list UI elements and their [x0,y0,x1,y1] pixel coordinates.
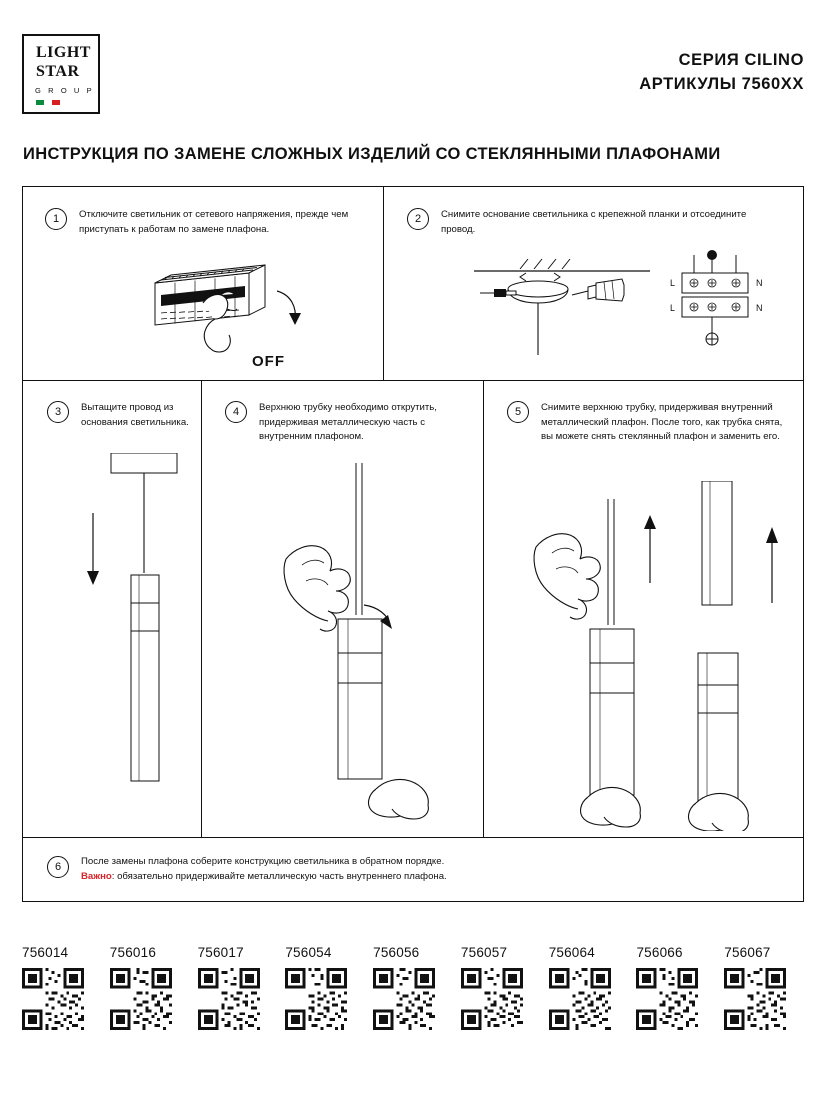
step-text-3: Вытащите провод из основания светильника. [81,402,189,428]
step-panel-4 [202,381,483,837]
step-panel-1 [23,187,383,380]
illustration-tube-separated [680,481,820,831]
illustration-remove-tube-hold [532,499,692,829]
italy-flag-icon [36,100,60,105]
qr-item [285,945,373,1030]
qr-code-icon[interactable] [22,968,84,1030]
qr-label: 756057 [460,945,508,960]
step-text-6-main: После замены плафона соберите конструкцию светильника в обратном порядке. [81,856,445,867]
step-badge-4: 4 [225,401,247,423]
svg-text:L: L [670,303,676,313]
qr-item [198,945,286,1030]
qr-label: 756056 [373,945,420,960]
qr-item [373,945,461,1030]
step-badge-6: 6 [47,856,69,878]
logo-line-light: LIGHT [36,44,91,61]
illustration-terminal-block [660,249,780,367]
qr-code-icon[interactable] [549,968,611,1030]
qr-code-icon[interactable] [636,968,698,1030]
logo-line-group: G R O U P [35,86,95,95]
illustration-unscrew-tube [280,463,460,823]
step-text-2: Снимите основание светильника с крепежной планки и отсоедините провод. [441,209,747,235]
illustration-base-removal [472,255,657,365]
illustration-pull-wire [71,453,201,833]
step-badge-5: 5 [507,401,529,423]
qr-code-row [22,945,812,1030]
step-badge-1: 1 [45,208,67,230]
important-label: Важно [81,870,112,882]
svg-text:N: N [756,278,763,288]
page-title: ИНСТРУКЦИЯ ПО ЗАМЕНЕ СЛОЖНЫХ ИЗДЕЛИЙ СО СТЕКЛЯННЫМИ ПЛАФОНАМИ [23,145,721,163]
qr-code-icon[interactable] [461,968,523,1030]
step-panel-2 [384,187,803,380]
svg-text:L: L [670,278,676,288]
qr-item [636,945,724,1030]
step-panel-3 [23,381,201,837]
svg-text:N: N [756,303,763,313]
qr-item [461,945,549,1030]
qr-code-icon[interactable] [110,968,172,1030]
document-header [22,34,804,120]
step-panel-6 [23,838,803,902]
step-panel-5 [484,381,803,837]
qr-label: 756017 [197,945,244,960]
qr-code-icon[interactable] [724,968,786,1030]
qr-label: 756067 [724,945,771,960]
qr-label: 756066 [636,945,683,960]
header-titles [639,48,804,96]
qr-code-icon[interactable] [198,968,260,1030]
qr-label: 756054 [285,945,332,960]
qr-item [110,945,198,1030]
qr-item [22,945,110,1030]
step-text-5: Снимите верхнюю трубку, придерживая внутренний металлический плафон. После того, как трубка снята, вы можете снять стеклянный плафон и заменить его. [541,402,783,443]
qr-item [724,945,812,1030]
logo-line-star: STAR [36,63,80,80]
series-label: СЕРИЯ CILINO [678,51,804,69]
off-label: OFF [252,353,285,370]
steps-frame [22,186,804,902]
qr-label: 756064 [548,945,595,960]
articles-label: АРТИКУЛЫ 7560XX [639,75,804,93]
qr-code-icon[interactable] [373,968,435,1030]
qr-label: 756014 [22,945,69,960]
step-text-6-note: : обязательно придерживайте металлическую часть внутреннего плафона. [111,870,447,882]
step-text-4: Верхнюю трубку необходимо открутить, придерживая металлическую часть с внутренним плафоном. [259,402,437,443]
brand-logo [22,34,100,114]
step-badge-2: 2 [407,208,429,230]
qr-code-icon[interactable] [285,968,347,1030]
qr-label: 756016 [109,945,157,960]
qr-item [549,945,637,1030]
step-text-1: Отключите светильник от сетевого напряжения, прежде чем приступать к работам по замене плафона. [79,209,349,235]
step-badge-3: 3 [47,401,69,423]
